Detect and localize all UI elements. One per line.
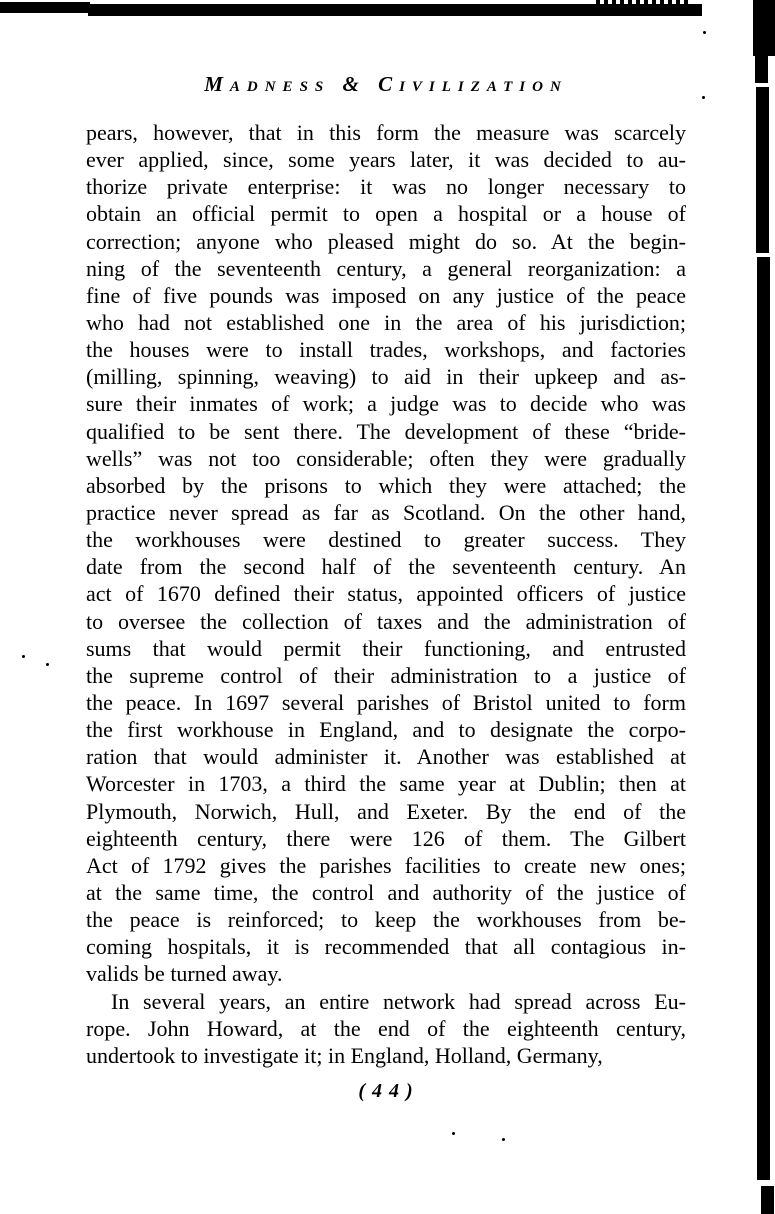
page-number: ( 4 4 ) (358, 1080, 414, 1102)
text-line: sums that would permit their functioning, and entrusted (86, 635, 686, 661)
scan-speck (22, 655, 25, 658)
text-line: ning of the seventeenth century, a general reorganization: a (86, 255, 686, 281)
body-text (86, 119, 686, 1069)
text-line: sure their inmates of work; a judge was to decide who was (86, 391, 686, 417)
scan-artifact-right-bar (757, 257, 770, 1180)
text-line: absorbed by the prisons to which they were attached; the (86, 472, 686, 498)
scan-speck (452, 1132, 455, 1135)
text-line: Plymouth, Norwich, Hull, and Exeter. By the end of the (86, 798, 686, 824)
text-line: qualified to be sent there. The development of these “bride- (86, 418, 686, 444)
text-line: In several years, an entire network had spread across Eu- (111, 988, 686, 1014)
text-line: (milling, spinning, weaving) to aid in their upkeep and as- (86, 364, 686, 390)
scan-artifact-right-corner-block (753, 0, 775, 56)
text-line: the workhouses were destined to greater success. They (86, 527, 686, 553)
text-line: pears, however, that in this form the measure was scarcely (86, 120, 686, 145)
text-line: undertook to investigate it; in England, Holland, Germany, (86, 1042, 603, 1068)
scan-speck (702, 96, 705, 99)
running-header: Madness & Civilization (204, 72, 568, 96)
scan-artifact-top-bar-left (0, 2, 90, 13)
text-line: practice never spread as far as Scotland. On the other hand, (86, 499, 686, 525)
text-line: at the same time, the control and authority of the justice of (86, 879, 686, 905)
text-line: who had not established one in the area of his jurisdiction; (86, 309, 686, 335)
scan-artifact-top-bar (88, 4, 702, 16)
text-line: Act of 1792 gives the parishes facilities to create new ones; (86, 852, 686, 878)
scan-speck (46, 663, 49, 666)
text-line: correction; anyone who pleased might do so. At the begin- (86, 228, 686, 254)
text-line: the supreme control of their administration to a justice of (86, 662, 686, 688)
text-line: ever applied, since, some years later, it was decided to au- (86, 147, 686, 173)
text-line: the peace is reinforced; to keep the workhouses from be- (86, 907, 686, 933)
scan-artifact-perforation-dots (596, 0, 690, 4)
text-line: valids be turned away. (86, 961, 283, 987)
text-line: coming hospitals, it is recommended that all contagious in- (86, 934, 686, 960)
scan-artifact-right-bar (756, 87, 769, 253)
text-line: obtain an official permit to open a hospital or a house of (86, 201, 686, 227)
text-line: the houses were to install trades, workshops, and factories (86, 337, 686, 363)
text-line: rope. John Howard, at the end of the eighteenth century, (86, 1015, 686, 1041)
text-line: act of 1670 defined their status, appointed officers of justice (86, 581, 686, 607)
text-line: the peace. In 1697 several parishes of Bristol united to form (86, 689, 686, 715)
scan-artifact-right-bar (755, 56, 768, 83)
text-line: ration that would administer it. Another was established at (86, 744, 686, 770)
text-line: wells” was not too considerable; often they were gradually (86, 445, 686, 471)
text-line: thorize private enterprise: it was no longer necessary to (86, 174, 686, 200)
scan-artifact-right-bar-bottom (761, 1186, 774, 1214)
text-line: Worcester in 1703, a third the same year at Dublin; then at (86, 771, 686, 797)
text-line: date from the second half of the seventeenth century. An (86, 554, 686, 580)
scan-speck (703, 31, 706, 34)
scan-speck (502, 1138, 505, 1141)
text-line: the first workhouse in England, and to designate the corpo- (86, 717, 686, 743)
text-line: to oversee the collection of taxes and the administration of (86, 608, 686, 634)
text-line: eighteenth century, there were 126 of them. The Gilbert (86, 825, 686, 851)
text-line: fine of five pounds was imposed on any justice of the peace (86, 282, 686, 308)
